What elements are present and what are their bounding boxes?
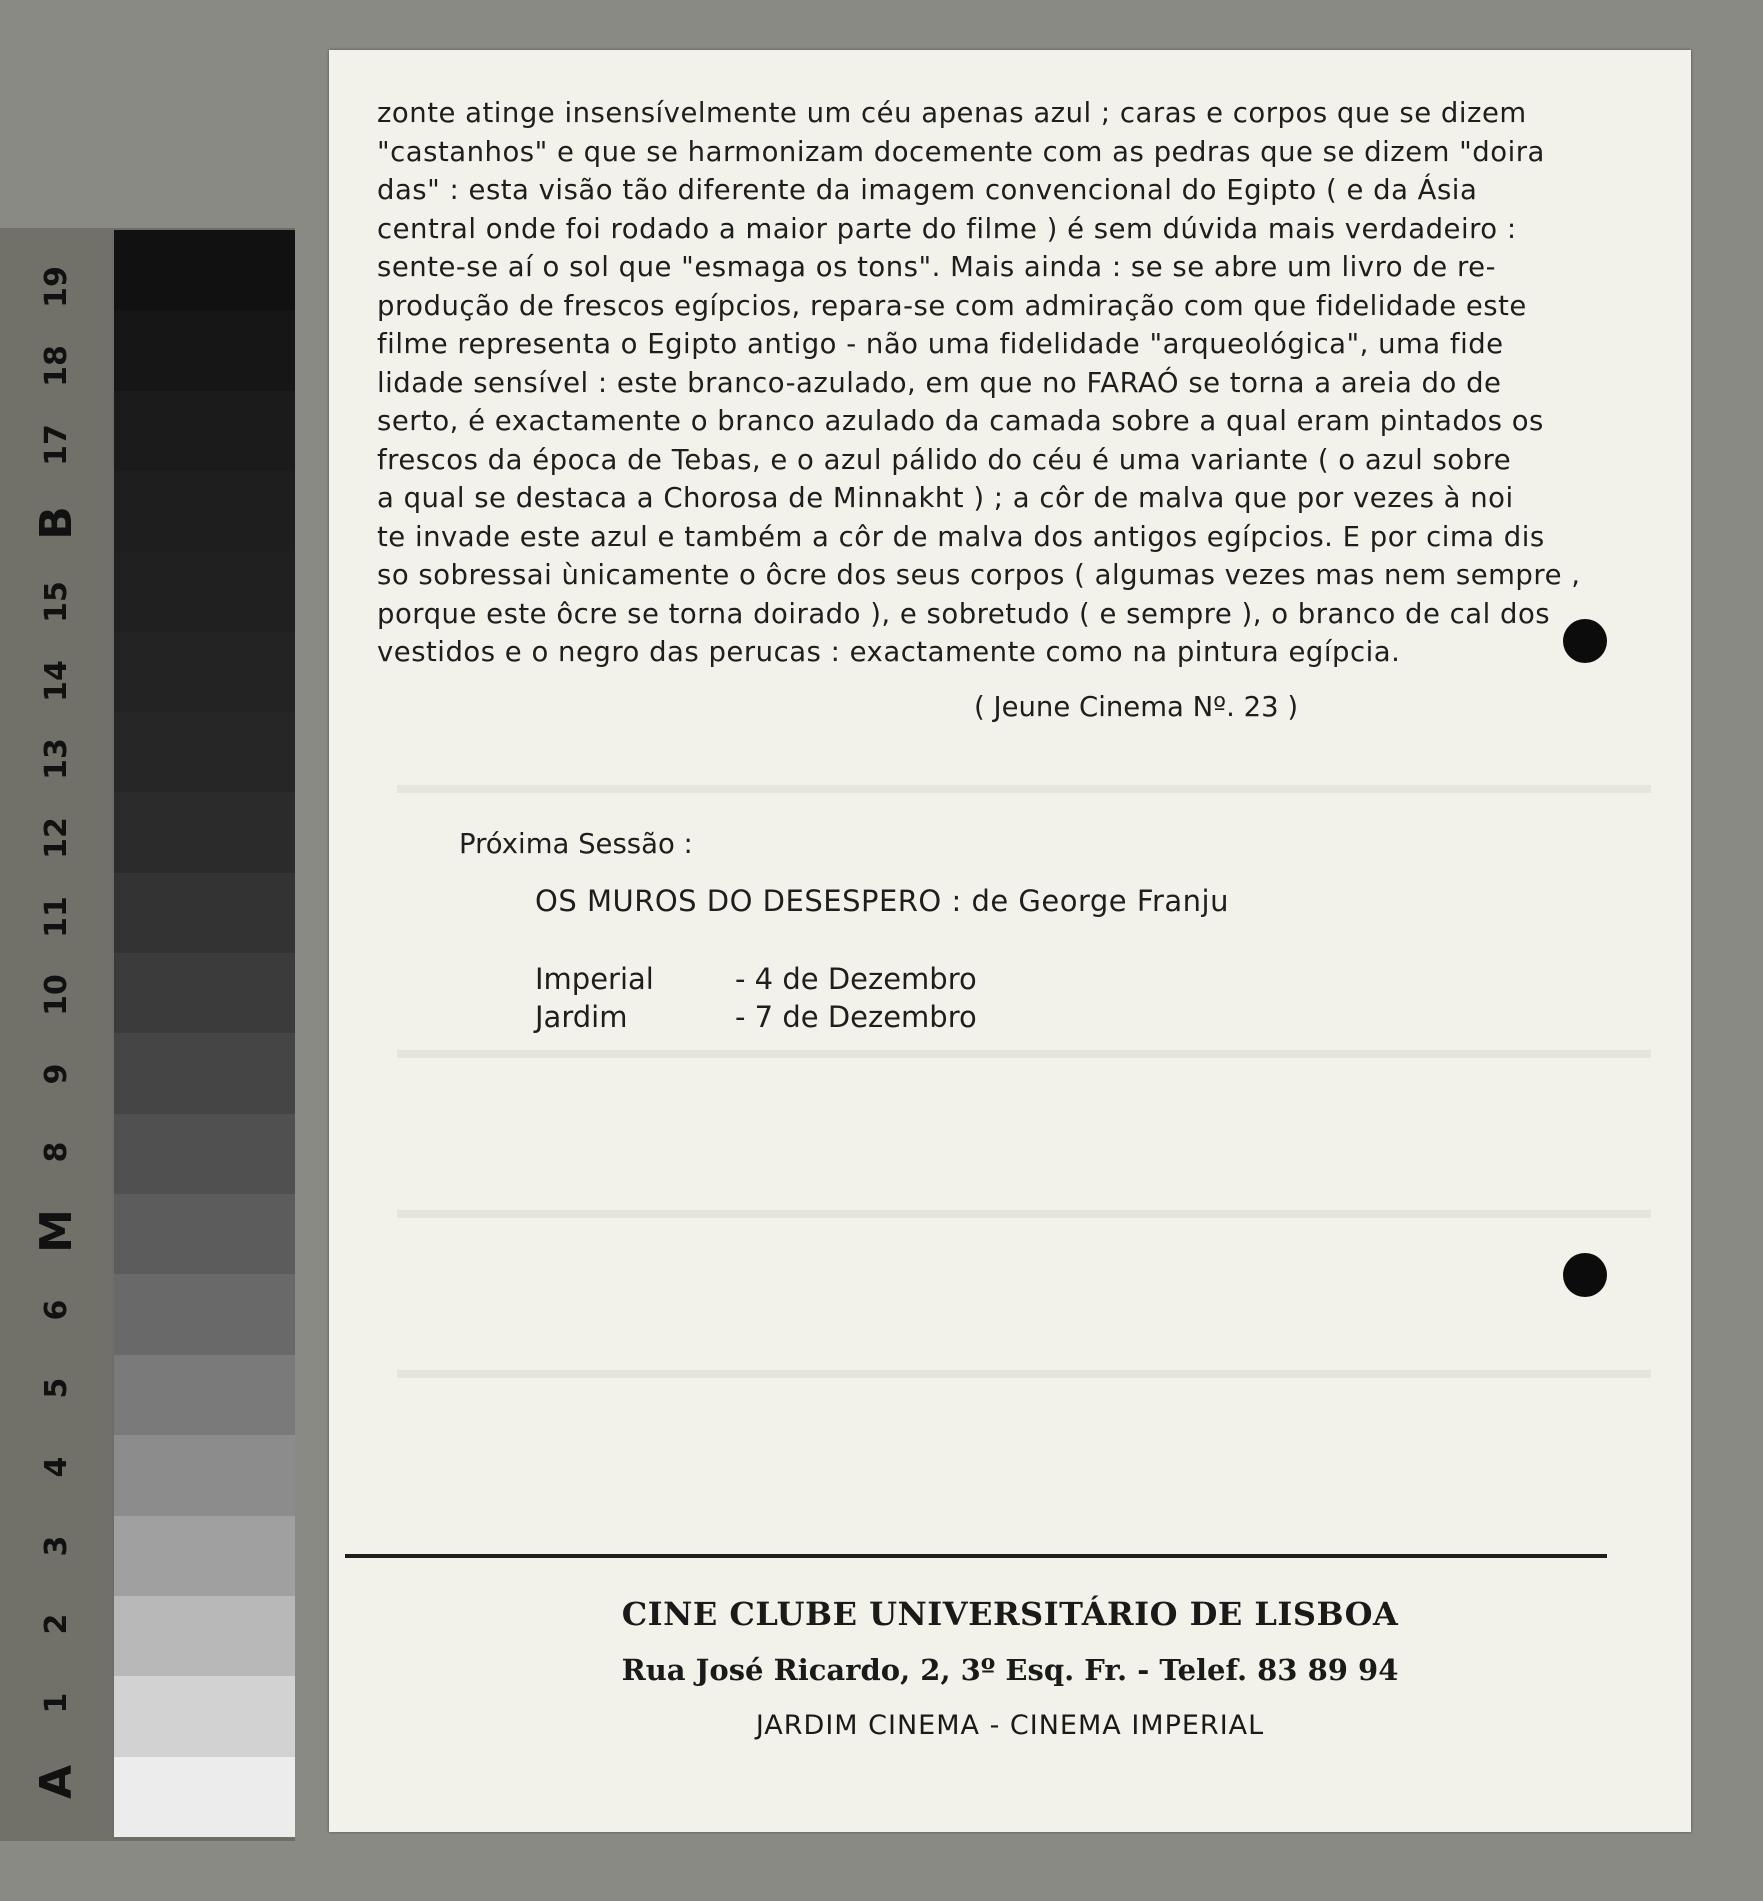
grey-swatch <box>114 632 295 712</box>
screening-venue: Jardim <box>535 1000 628 1034</box>
next-session-film: OS MUROS DO DESESPERO : de George Franju <box>535 884 1229 918</box>
grey-swatch <box>114 1274 295 1354</box>
grey-swatch <box>114 792 295 872</box>
grey-swatches <box>114 230 295 1837</box>
scale-label: 10 <box>38 974 74 1017</box>
scale-label: 11 <box>38 895 74 938</box>
grey-swatch <box>114 712 295 792</box>
grey-swatch <box>114 1435 295 1515</box>
body-line: so sobressai ùnicamente o ôcre dos seus corpos ( algumas vezes mas nem sempre , <box>377 559 1581 591</box>
show-through <box>397 1210 1651 1218</box>
club-name: CINE CLUBE UNIVERSITÁRIO DE LISBOA <box>621 1595 1399 1633</box>
scale-label: A <box>30 1764 82 1799</box>
body-line: serto, é exactamente o branco azulado da camada sobre a qual eram pintados os <box>377 405 1544 437</box>
screening-row <box>535 1000 977 1034</box>
grey-swatch <box>114 551 295 631</box>
body-line: te invade este azul e também a côr de malva dos antigos egípcios. E por cima dis <box>377 520 1545 553</box>
punch-hole <box>1563 619 1607 663</box>
screening-row <box>535 962 977 996</box>
grey-swatch <box>114 1596 295 1676</box>
show-through <box>397 1050 1651 1058</box>
scale-label: 4 <box>38 1456 74 1478</box>
scale-label: 9 <box>38 1063 74 1085</box>
grey-swatch <box>114 1114 295 1194</box>
grey-swatch <box>114 873 295 953</box>
scale-labels <box>0 228 112 1841</box>
screening-date: - 4 de Dezembro <box>735 962 977 996</box>
grey-swatch <box>114 1757 295 1837</box>
body-line: lidade sensível : este branco-azulado, em que no FARAÓ se torna a areia do de <box>377 366 1502 399</box>
grey-swatch <box>114 1033 295 1113</box>
grey-swatch <box>114 953 295 1033</box>
body-line: porque este ôcre se torna doirado ), e sobretudo ( e sempre ), o branco de cal dos <box>377 597 1551 630</box>
screening-date: - 7 de Dezembro <box>735 1000 977 1034</box>
punch-hole <box>1563 1253 1607 1297</box>
screening-venue: Imperial <box>535 962 654 996</box>
grey-swatch <box>114 391 295 471</box>
grey-swatch <box>114 1355 295 1435</box>
scale-label: 13 <box>38 738 74 781</box>
scale-label: 1 <box>38 1692 74 1714</box>
review-body-text <box>377 94 1677 672</box>
citation: ( Jeune Cinema Nº. 23 ) <box>974 691 1299 723</box>
scale-label: M <box>30 1209 82 1254</box>
scale-label: 8 <box>38 1142 74 1163</box>
body-line: central onde foi rodado a maior parte do filme ) é sem dúvida mais verdadeiro : <box>377 212 1517 245</box>
grey-swatch <box>114 310 295 390</box>
body-line: zonte atinge insensívelmente um céu apenas azul ; caras e corpos que se dizem <box>377 97 1527 129</box>
body-line: das" : esta visão tão diferente da imagem convencional do Egipto ( e da Ásia <box>377 174 1478 206</box>
scale-label: 12 <box>38 817 74 859</box>
grey-swatch <box>114 1676 295 1756</box>
show-through <box>397 785 1651 793</box>
body-line: "castanhos" e que se harmonizam docemente com as pedras que se dizem "doira <box>377 135 1545 168</box>
grey-swatch <box>114 1194 295 1274</box>
scale-label: 19 <box>38 266 74 309</box>
next-session-heading: Próxima Sessão : <box>459 828 693 860</box>
scale-label: 18 <box>38 345 74 387</box>
club-venues: JARDIM CINEMA - CINEMA IMPERIAL <box>755 1710 1265 1741</box>
body-line: vestidos e o negro das perucas : exactamente como na pintura egípcia. <box>377 636 1401 668</box>
scale-label: B <box>30 506 82 541</box>
grey-swatch <box>114 471 295 551</box>
scale-label: 3 <box>38 1535 74 1557</box>
color-scale-strip <box>0 228 295 1841</box>
club-address: Rua José Ricardo, 2, 3º Esq. Fr. - Telef. 83 89 94 <box>621 1653 1399 1687</box>
grey-swatch <box>114 1516 295 1596</box>
footer-divider <box>345 1554 1607 1558</box>
scale-label: 15 <box>38 581 74 623</box>
show-through <box>397 1370 1651 1378</box>
body-line: frescos da época de Tebas, e o azul pálido do céu é uma variante ( o azul sobre <box>377 443 1512 476</box>
body-line: a qual se destaca a Chorosa de Minnakht ) ; a côr de malva que por vezes à noi <box>377 482 1514 514</box>
scale-label: 5 <box>38 1377 74 1399</box>
body-line: produção de frescos egípcios, repara-se com admiração com que fidelidade este <box>377 289 1527 322</box>
scale-label: 14 <box>38 659 74 702</box>
grey-swatch <box>114 230 295 310</box>
body-line: sente-se aí o sol que "esmaga os tons". Mais ainda : se se abre um livro de re- <box>377 251 1496 283</box>
scale-label: 2 <box>38 1613 74 1635</box>
scale-label: 6 <box>38 1299 74 1321</box>
body-line: filme representa o Egipto antigo - não uma fidelidade "arqueológica", uma fide <box>377 328 1504 360</box>
document-page <box>329 50 1691 1832</box>
scale-label: 17 <box>38 423 74 466</box>
